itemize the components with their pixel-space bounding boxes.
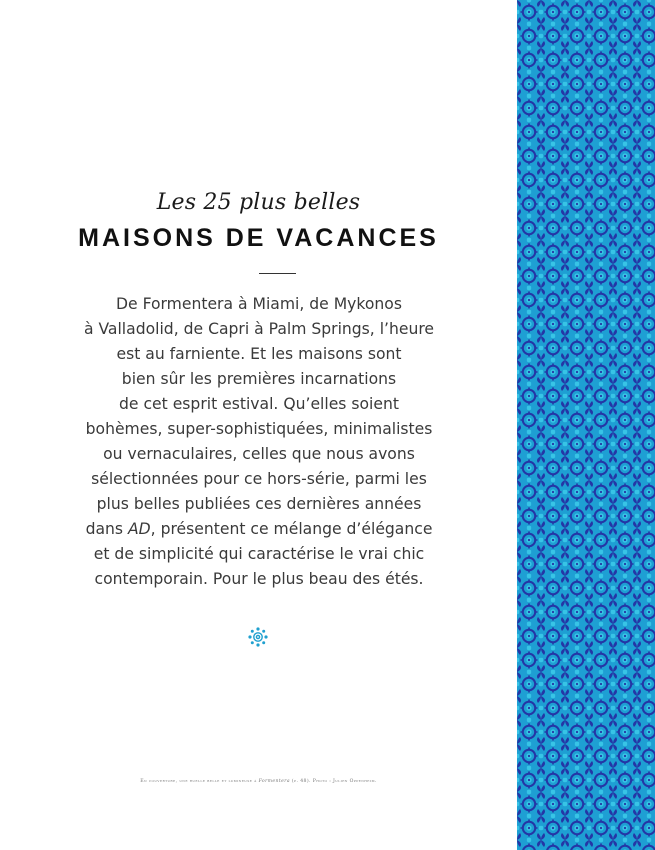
caption-text: En couverture, une ruelle belle et lumineuse à xyxy=(140,779,259,784)
intro-paragraph xyxy=(40,292,478,592)
flower-ornament-icon xyxy=(247,626,269,648)
paragraph-line xyxy=(40,517,478,542)
page-title: MAISONS DE VACANCES xyxy=(78,224,439,252)
paragraph-line: de cet esprit estival. Qu’elles soient xyxy=(119,395,399,413)
paragraph-line: bien sûr les premières incarnations xyxy=(121,370,397,388)
magazine-name: AD xyxy=(127,520,151,538)
title-divider xyxy=(259,273,296,274)
paragraph-line: ou vernaculaires, celles que nous avons xyxy=(103,445,415,463)
caption-place: Formentera xyxy=(258,779,290,784)
paragraph-line: plus belles publiées ces dernières années xyxy=(96,495,422,513)
paragraph-line: De Formentera à Miami, de Mykonos xyxy=(116,295,402,313)
paragraph-line: sélectionnées pour ce hors-série, parmi les xyxy=(91,470,427,488)
decorative-pattern-strip xyxy=(517,0,655,850)
paragraph-line: à Valladolid, de Capri à Palm Springs, l’heure xyxy=(83,320,435,338)
caption-credit: (p. 48). Photo : Julien Oppenheim. xyxy=(290,779,377,784)
paragraph-line: et de simplicité qui caractérise le vrai chic xyxy=(93,545,425,563)
paragraph-line: contemporain. Pour le plus beau des étés. xyxy=(94,570,424,588)
paragraph-fragment: , présentent ce mélange d’élégance xyxy=(150,520,433,538)
cover-caption xyxy=(0,779,517,784)
paragraph-fragment: dans xyxy=(85,520,128,538)
page-subtitle: Les 25 plus belles xyxy=(156,190,361,215)
paragraph-line: est au farniente. Et les maisons sont xyxy=(116,345,402,363)
paragraph-line: bohèmes, super-sophistiquées, minimalistes xyxy=(85,420,433,438)
geometric-tile-pattern xyxy=(517,0,655,850)
